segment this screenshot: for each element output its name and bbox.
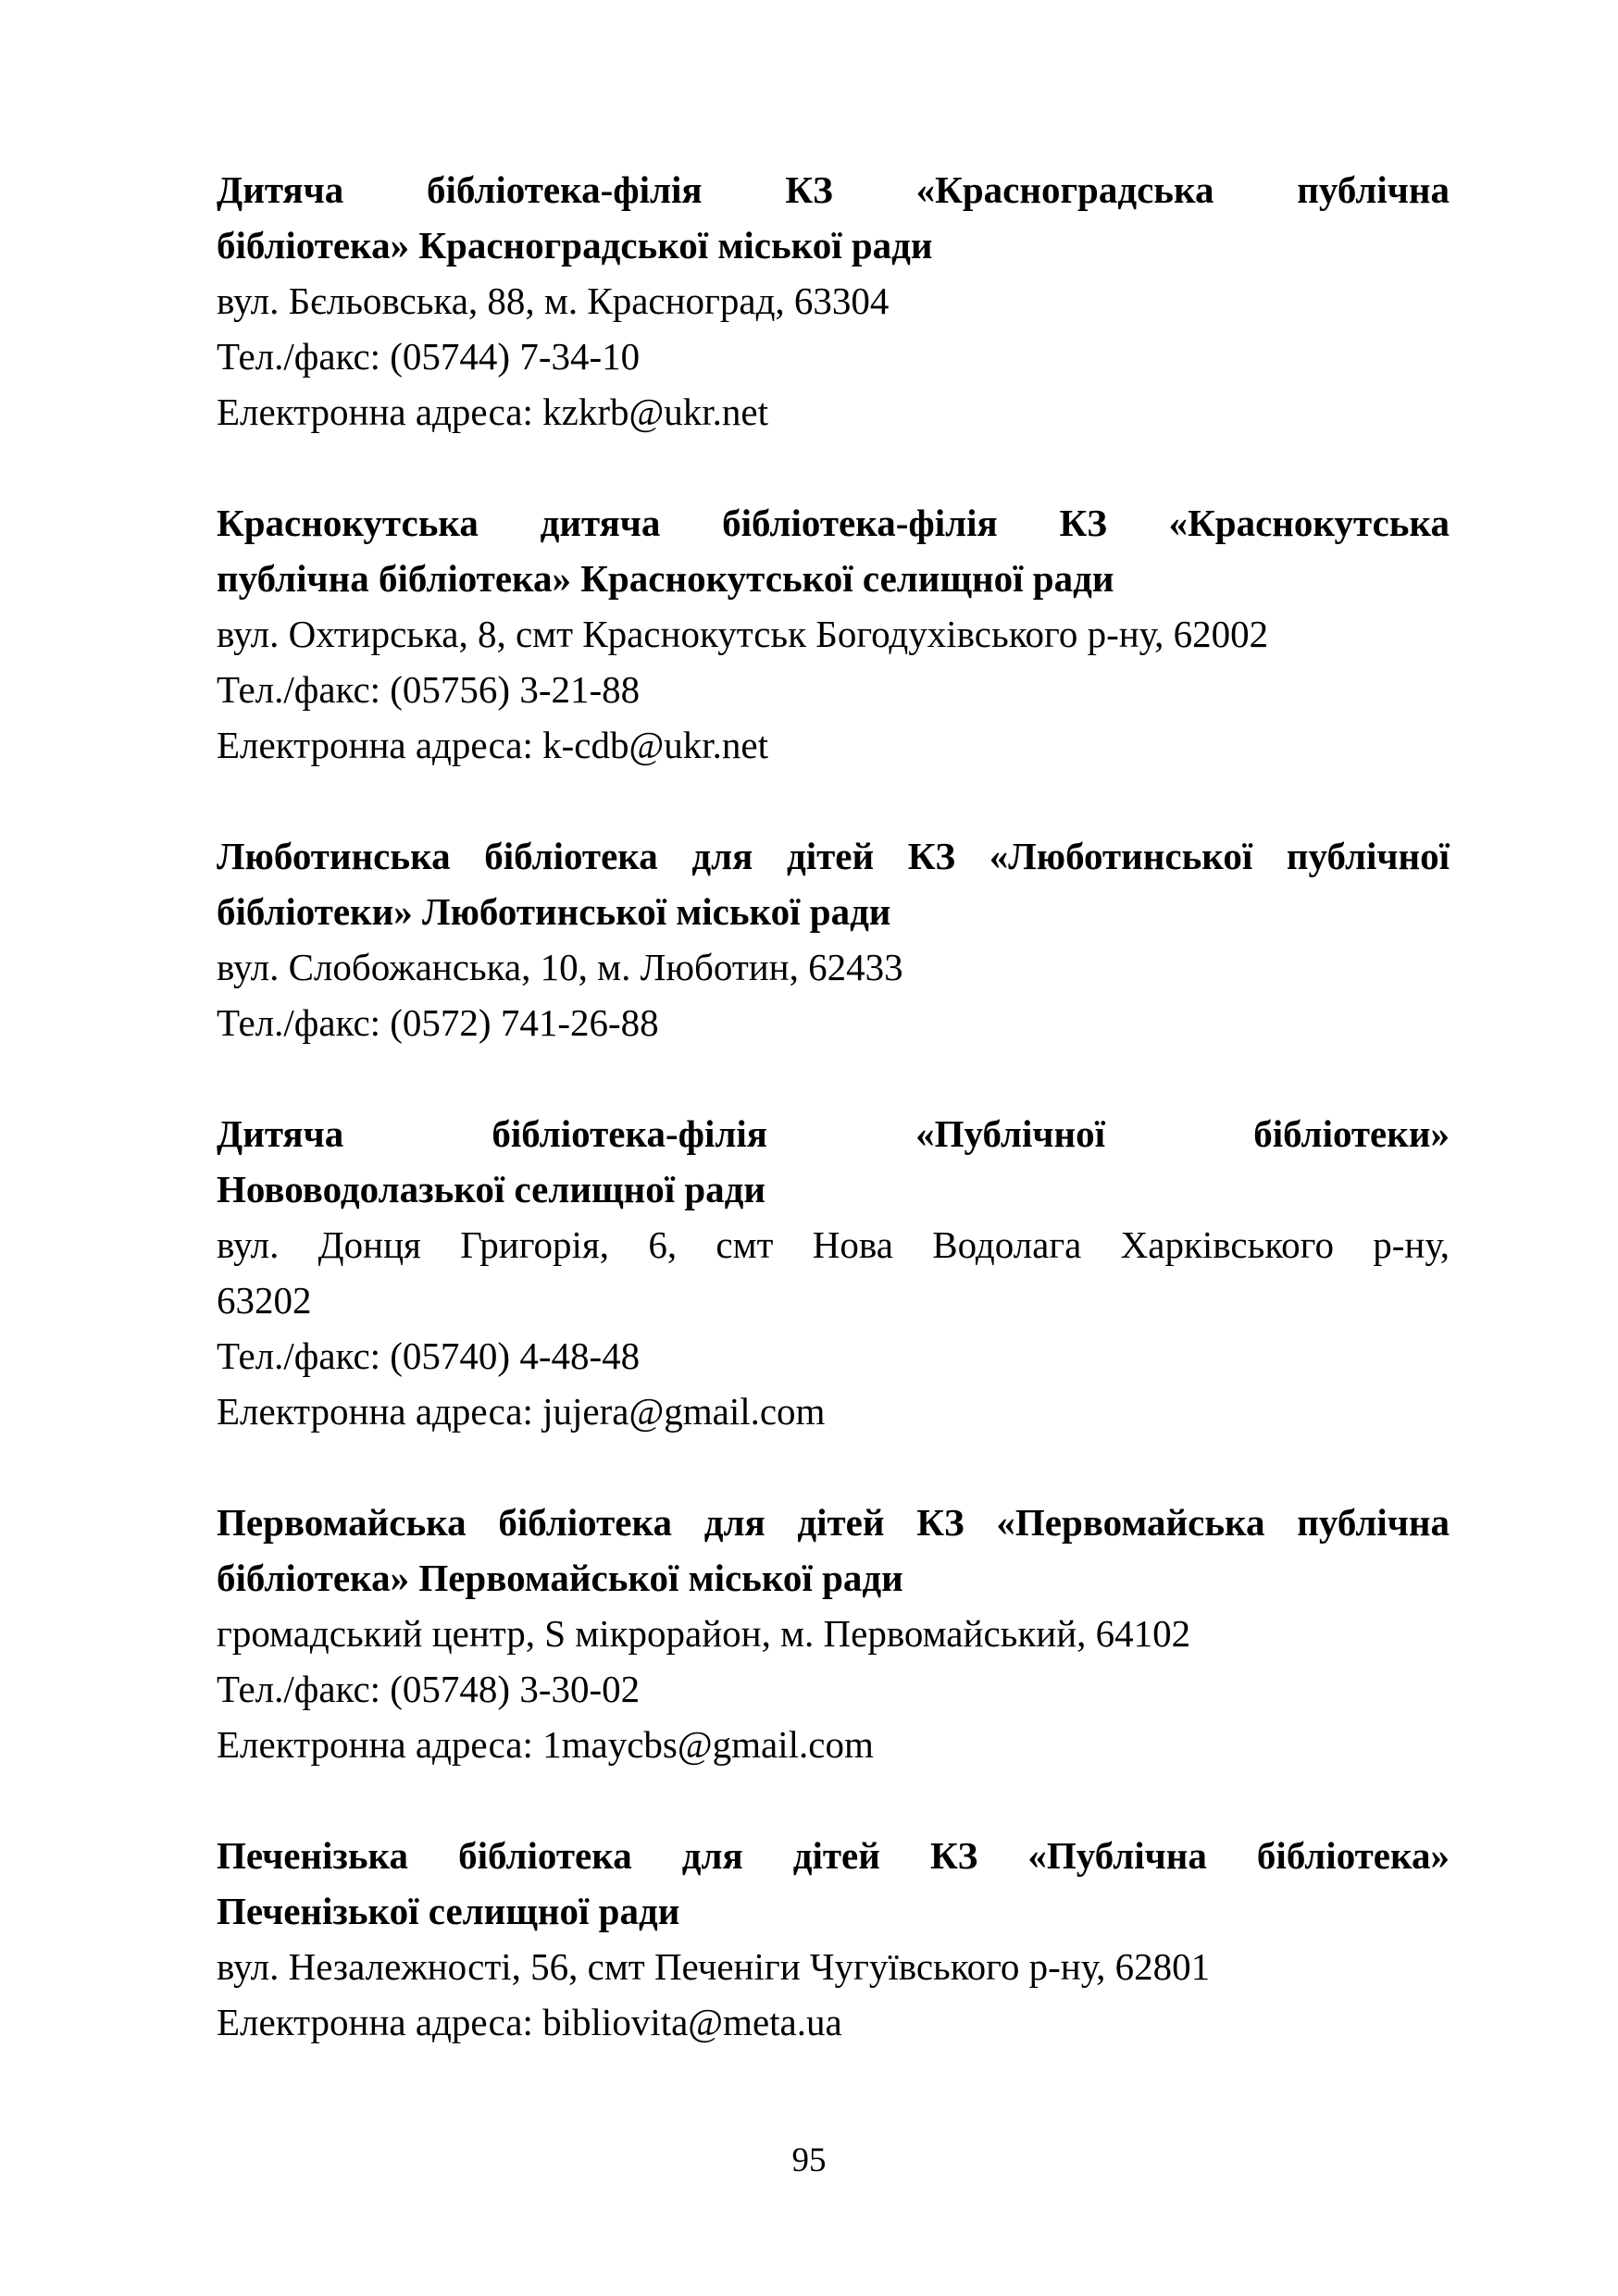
library-email: Електронна адреса: 1maycbs@gmail.com <box>217 1723 874 1766</box>
library-entry <box>217 1106 1450 1439</box>
library-title-line: Дитяча бібліотека-філія КЗ «Красноградська публічна <box>217 168 1450 211</box>
page-number: 95 <box>791 2141 827 2179</box>
library-entry <box>217 495 1450 773</box>
library-phone: Тел./факс: (0572) 741-26-88 <box>217 1001 659 1044</box>
library-entry <box>217 828 1450 1050</box>
library-email: Електронна адреса: jujera@gmail.com <box>217 1390 826 1433</box>
library-title <box>217 495 1450 606</box>
library-title-line: публічна бібліотека» Краснокутської селищної ради <box>217 557 1114 600</box>
library-address: вул. Охтирська, 8, смт Краснокутськ Богодухівського р-ну, 62002 <box>217 613 1269 655</box>
library-title <box>217 1106 1450 1217</box>
library-title-line: Печенізької селищної ради <box>217 1890 680 1932</box>
library-entry <box>217 162 1450 440</box>
library-title <box>217 828 1450 939</box>
library-address-line: 63202 <box>217 1279 312 1322</box>
library-phone: Тел./факс: (05740) 4-48-48 <box>217 1334 641 1377</box>
library-email: Електронна адреса: k-cdb@ukr.net <box>217 724 768 766</box>
library-title-line: бібліотека» Первомайської міської ради <box>217 1557 903 1599</box>
library-title-line: бібліотеки» Люботинської міської ради <box>217 890 891 933</box>
library-title-line: Дитяча бібліотека-філія «Публічної бібліотеки» <box>217 1112 1450 1155</box>
library-address: вул. Бєльовська, 88, м. Красноград, 63304 <box>217 279 890 322</box>
library-phone: Тел./факс: (05748) 3-30-02 <box>217 1668 641 1710</box>
library-email: Електронна адреса: bibliovita@meta.ua <box>217 2001 842 2043</box>
library-entry <box>217 1828 1450 2050</box>
library-directory <box>217 162 1450 2105</box>
library-email: Електронна адреса: kzkrb@ukr.net <box>217 391 768 433</box>
library-title-line: Печенізька бібліотека для дітей КЗ «Публічна бібліотека» <box>217 1834 1450 1877</box>
library-address-line: вул. Донця Григорія, 6, смт Нова Водолага Харківського р-ну, <box>217 1223 1450 1266</box>
library-title-line: бібліотека» Красноградської міської ради <box>217 224 933 267</box>
library-title <box>217 1495 1450 1606</box>
library-address: вул. Незалежності, 56, смт Печеніги Чугуївського р-ну, 62801 <box>217 1945 1211 1988</box>
library-title-line: Первомайська бібліотека для дітей КЗ «Первомайська публічна <box>217 1501 1450 1544</box>
library-entry <box>217 1495 1450 1772</box>
library-title <box>217 162 1450 273</box>
library-phone: Тел./факс: (05744) 7-34-10 <box>217 335 641 378</box>
library-address <box>217 1217 1450 1328</box>
library-title-line: Краснокутська дитяча бібліотека-філія КЗ «Краснокутська <box>217 502 1450 544</box>
library-title-line: Нововодолазької селищної ради <box>217 1168 766 1210</box>
library-address: вул. Слобожанська, 10, м. Люботин, 62433 <box>217 946 903 988</box>
library-title <box>217 1828 1450 1939</box>
library-phone: Тел./факс: (05756) 3-21-88 <box>217 668 641 711</box>
library-title-line: Люботинська бібліотека для дітей КЗ «Люботинської публічної <box>217 835 1450 877</box>
library-address: громадський центр, S мікрорайон, м. Первомайський, 64102 <box>217 1612 1191 1655</box>
